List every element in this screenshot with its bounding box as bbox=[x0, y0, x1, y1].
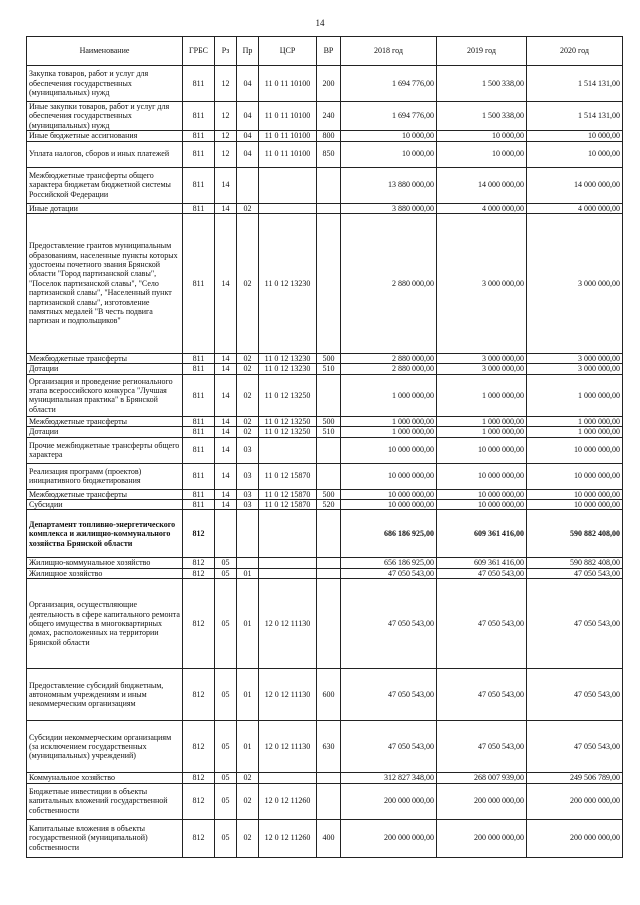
cell-grbs: 812 bbox=[183, 558, 215, 568]
table-row bbox=[27, 364, 623, 374]
cell-vr bbox=[317, 463, 341, 489]
cell-2018: 10 000 000,00 bbox=[341, 489, 437, 499]
cell-2020: 200 000 000,00 bbox=[527, 783, 623, 819]
cell-rz: 14 bbox=[215, 354, 237, 364]
table-row bbox=[27, 819, 623, 857]
cell-rz: 14 bbox=[215, 167, 237, 203]
cell-rz: 14 bbox=[215, 500, 237, 510]
cell-2019: 3 000 000,00 bbox=[437, 214, 527, 354]
cell-2020: 10 000 000,00 bbox=[527, 500, 623, 510]
table-row bbox=[27, 354, 623, 364]
table-row bbox=[27, 500, 623, 510]
cell-2019: 4 000 000,00 bbox=[437, 203, 527, 213]
cell-name: Организация, осуществляющие деятельность в сфере капитального ремонта общего имущества в многоквартирных домах, расположенных на территории Брянской области bbox=[27, 579, 183, 669]
cell-csr: 12 0 12 11130 bbox=[259, 579, 317, 669]
cell-csr: 11 0 12 15870 bbox=[259, 489, 317, 499]
cell-pr: 02 bbox=[237, 819, 259, 857]
cell-2018: 1 000 000,00 bbox=[341, 416, 437, 426]
cell-csr: 11 0 11 10100 bbox=[259, 102, 317, 131]
cell-rz: 05 bbox=[215, 819, 237, 857]
cell-2019: 14 000 000,00 bbox=[437, 167, 527, 203]
cell-pr bbox=[237, 558, 259, 568]
cell-grbs: 811 bbox=[183, 102, 215, 131]
table-row bbox=[27, 489, 623, 499]
cell-pr: 02 bbox=[237, 773, 259, 783]
header-pr: Пр bbox=[237, 37, 259, 66]
table-row bbox=[27, 568, 623, 578]
cell-csr: 11 0 12 15870 bbox=[259, 500, 317, 510]
cell-vr: 800 bbox=[317, 131, 341, 141]
page-number: 14 bbox=[315, 18, 325, 28]
cell-csr: 11 0 12 13230 bbox=[259, 364, 317, 374]
cell-rz: 14 bbox=[215, 427, 237, 437]
cell-grbs: 812 bbox=[183, 773, 215, 783]
table-row bbox=[27, 66, 623, 102]
cell-csr: 11 0 12 13250 bbox=[259, 374, 317, 416]
cell-csr: 12 0 12 11260 bbox=[259, 783, 317, 819]
cell-2019: 1 000 000,00 bbox=[437, 374, 527, 416]
table-row bbox=[27, 463, 623, 489]
cell-vr: 400 bbox=[317, 819, 341, 857]
cell-rz: 12 bbox=[215, 141, 237, 167]
cell-grbs: 811 bbox=[183, 131, 215, 141]
cell-csr: 12 0 12 11260 bbox=[259, 819, 317, 857]
cell-csr: 11 0 11 10100 bbox=[259, 141, 317, 167]
table-row bbox=[27, 669, 623, 721]
cell-vr bbox=[317, 783, 341, 819]
cell-rz: 12 bbox=[215, 102, 237, 131]
cell-2019: 47 050 543,00 bbox=[437, 579, 527, 669]
cell-csr: 11 0 12 13250 bbox=[259, 416, 317, 426]
cell-2019: 1 000 000,00 bbox=[437, 427, 527, 437]
cell-pr: 04 bbox=[237, 102, 259, 131]
table-row bbox=[27, 437, 623, 463]
table-row bbox=[27, 427, 623, 437]
cell-2019: 3 000 000,00 bbox=[437, 364, 527, 374]
cell-2020: 1 000 000,00 bbox=[527, 374, 623, 416]
cell-2018: 2 880 000,00 bbox=[341, 364, 437, 374]
cell-pr: 02 bbox=[237, 364, 259, 374]
cell-2020: 47 050 543,00 bbox=[527, 721, 623, 773]
cell-2019: 3 000 000,00 bbox=[437, 354, 527, 364]
cell-vr: 510 bbox=[317, 427, 341, 437]
cell-pr: 03 bbox=[237, 489, 259, 499]
cell-grbs: 811 bbox=[183, 167, 215, 203]
cell-rz: 05 bbox=[215, 773, 237, 783]
cell-csr: 11 0 12 13230 bbox=[259, 354, 317, 364]
cell-2020: 590 882 408,00 bbox=[527, 558, 623, 568]
cell-2018: 200 000 000,00 bbox=[341, 819, 437, 857]
cell-csr bbox=[259, 437, 317, 463]
cell-vr: 500 bbox=[317, 354, 341, 364]
header-2020: 2020 год bbox=[527, 37, 623, 66]
cell-2020: 14 000 000,00 bbox=[527, 167, 623, 203]
cell-rz: 14 bbox=[215, 437, 237, 463]
header-2018: 2018 год bbox=[341, 37, 437, 66]
cell-csr: 12 0 12 11130 bbox=[259, 669, 317, 721]
cell-grbs: 812 bbox=[183, 783, 215, 819]
cell-grbs: 812 bbox=[183, 568, 215, 578]
cell-rz: 05 bbox=[215, 669, 237, 721]
cell-rz: 14 bbox=[215, 364, 237, 374]
cell-name: Бюджетные инвестиции в объекты капитальных вложений государственной собственности bbox=[27, 783, 183, 819]
cell-2019: 47 050 543,00 bbox=[437, 721, 527, 773]
cell-name: Дотации bbox=[27, 427, 183, 437]
cell-vr bbox=[317, 437, 341, 463]
cell-vr: 500 bbox=[317, 416, 341, 426]
cell-2020: 200 000 000,00 bbox=[527, 819, 623, 857]
cell-2018: 1 694 776,00 bbox=[341, 66, 437, 102]
cell-2018: 1 000 000,00 bbox=[341, 427, 437, 437]
cell-rz: 05 bbox=[215, 721, 237, 773]
cell-2018: 312 827 348,00 bbox=[341, 773, 437, 783]
cell-2018: 2 880 000,00 bbox=[341, 354, 437, 364]
cell-name: Департамент топливно-энергетического комплекса и жилищно-коммунального хозяйства Брянской области bbox=[27, 510, 183, 558]
cell-2020: 3 000 000,00 bbox=[527, 354, 623, 364]
cell-2019: 1 000 000,00 bbox=[437, 416, 527, 426]
cell-pr: 02 bbox=[237, 374, 259, 416]
header-2019: 2019 год bbox=[437, 37, 527, 66]
cell-2018: 10 000 000,00 bbox=[341, 500, 437, 510]
cell-rz: 14 bbox=[215, 416, 237, 426]
cell-name: Уплата налогов, сборов и иных платежей bbox=[27, 141, 183, 167]
cell-2020: 10 000 000,00 bbox=[527, 437, 623, 463]
cell-csr: 11 0 11 10100 bbox=[259, 66, 317, 102]
cell-vr bbox=[317, 214, 341, 354]
cell-rz bbox=[215, 510, 237, 558]
table-row bbox=[27, 167, 623, 203]
budget-table bbox=[26, 36, 623, 858]
cell-pr: 04 bbox=[237, 141, 259, 167]
cell-vr bbox=[317, 510, 341, 558]
cell-2020: 249 506 789,00 bbox=[527, 773, 623, 783]
cell-name: Межбюджетные трансферты bbox=[27, 354, 183, 364]
cell-pr: 04 bbox=[237, 131, 259, 141]
cell-2018: 47 050 543,00 bbox=[341, 568, 437, 578]
cell-2019: 10 000 000,00 bbox=[437, 500, 527, 510]
cell-grbs: 811 bbox=[183, 141, 215, 167]
table-header-row bbox=[27, 37, 623, 66]
cell-csr bbox=[259, 510, 317, 558]
cell-grbs: 811 bbox=[183, 437, 215, 463]
cell-csr: 11 0 12 13230 bbox=[259, 214, 317, 354]
table-row bbox=[27, 783, 623, 819]
cell-pr: 01 bbox=[237, 669, 259, 721]
cell-2018: 656 186 925,00 bbox=[341, 558, 437, 568]
cell-2019: 609 361 416,00 bbox=[437, 510, 527, 558]
cell-2019: 47 050 543,00 bbox=[437, 568, 527, 578]
cell-2018: 10 000 000,00 bbox=[341, 463, 437, 489]
header-csr: ЦСР bbox=[259, 37, 317, 66]
header-vr: ВР bbox=[317, 37, 341, 66]
cell-grbs: 811 bbox=[183, 364, 215, 374]
cell-rz: 12 bbox=[215, 66, 237, 102]
cell-name: Межбюджетные трансферты bbox=[27, 416, 183, 426]
cell-pr: 03 bbox=[237, 463, 259, 489]
cell-2018: 1 694 776,00 bbox=[341, 102, 437, 131]
cell-rz: 14 bbox=[215, 463, 237, 489]
cell-pr: 03 bbox=[237, 500, 259, 510]
cell-2018: 200 000 000,00 bbox=[341, 783, 437, 819]
cell-rz: 12 bbox=[215, 131, 237, 141]
cell-grbs: 811 bbox=[183, 203, 215, 213]
cell-grbs: 811 bbox=[183, 500, 215, 510]
cell-vr bbox=[317, 374, 341, 416]
cell-2020: 47 050 543,00 bbox=[527, 579, 623, 669]
cell-grbs: 811 bbox=[183, 374, 215, 416]
cell-2018: 2 880 000,00 bbox=[341, 214, 437, 354]
cell-grbs: 811 bbox=[183, 463, 215, 489]
cell-pr: 01 bbox=[237, 579, 259, 669]
cell-pr: 02 bbox=[237, 203, 259, 213]
cell-name: Реализация программ (проектов) инициативного бюджетирования bbox=[27, 463, 183, 489]
cell-grbs: 812 bbox=[183, 579, 215, 669]
cell-2019: 1 500 338,00 bbox=[437, 102, 527, 131]
cell-2020: 1 514 131,00 bbox=[527, 102, 623, 131]
cell-csr bbox=[259, 167, 317, 203]
cell-grbs: 811 bbox=[183, 354, 215, 364]
cell-csr bbox=[259, 203, 317, 213]
cell-rz: 14 bbox=[215, 489, 237, 499]
cell-vr bbox=[317, 579, 341, 669]
cell-vr: 240 bbox=[317, 102, 341, 131]
cell-2020: 3 000 000,00 bbox=[527, 364, 623, 374]
table-row bbox=[27, 214, 623, 354]
table-row bbox=[27, 721, 623, 773]
cell-vr: 630 bbox=[317, 721, 341, 773]
cell-vr: 510 bbox=[317, 364, 341, 374]
cell-name: Иные дотации bbox=[27, 203, 183, 213]
cell-vr: 200 bbox=[317, 66, 341, 102]
cell-rz: 05 bbox=[215, 783, 237, 819]
cell-name: Межбюджетные трансферты общего характера бюджетам бюджетной системы Российской Федерации bbox=[27, 167, 183, 203]
cell-rz: 14 bbox=[215, 203, 237, 213]
cell-vr: 500 bbox=[317, 489, 341, 499]
cell-csr: 11 0 11 10100 bbox=[259, 131, 317, 141]
cell-2019: 200 000 000,00 bbox=[437, 819, 527, 857]
cell-2019: 10 000 000,00 bbox=[437, 489, 527, 499]
cell-name: Иные закупки товаров, работ и услуг для обеспечения государственных (муниципальных) нужд bbox=[27, 102, 183, 131]
cell-2018: 10 000,00 bbox=[341, 131, 437, 141]
cell-rz: 05 bbox=[215, 579, 237, 669]
cell-name: Коммунальное хозяйство bbox=[27, 773, 183, 783]
cell-2020: 3 000 000,00 bbox=[527, 214, 623, 354]
cell-name: Закупка товаров, работ и услуг для обеспечения государственных (муниципальных) нужд bbox=[27, 66, 183, 102]
cell-2020: 10 000,00 bbox=[527, 131, 623, 141]
cell-vr bbox=[317, 558, 341, 568]
cell-2019: 1 500 338,00 bbox=[437, 66, 527, 102]
cell-vr bbox=[317, 203, 341, 213]
cell-2020: 1 000 000,00 bbox=[527, 427, 623, 437]
cell-vr: 520 bbox=[317, 500, 341, 510]
cell-rz: 14 bbox=[215, 374, 237, 416]
cell-2020: 10 000,00 bbox=[527, 141, 623, 167]
cell-grbs: 811 bbox=[183, 489, 215, 499]
cell-2020: 1 000 000,00 bbox=[527, 416, 623, 426]
cell-2020: 4 000 000,00 bbox=[527, 203, 623, 213]
cell-2019: 200 000 000,00 bbox=[437, 783, 527, 819]
cell-name: Иные бюджетные ассигнования bbox=[27, 131, 183, 141]
cell-vr: 850 bbox=[317, 141, 341, 167]
table-row bbox=[27, 102, 623, 131]
cell-pr: 02 bbox=[237, 783, 259, 819]
cell-2018: 3 880 000,00 bbox=[341, 203, 437, 213]
cell-2019: 268 007 939,00 bbox=[437, 773, 527, 783]
cell-vr bbox=[317, 773, 341, 783]
cell-2020: 10 000 000,00 bbox=[527, 463, 623, 489]
cell-2020: 590 882 408,00 bbox=[527, 510, 623, 558]
cell-grbs: 812 bbox=[183, 819, 215, 857]
header-name: Наименование bbox=[27, 37, 183, 66]
cell-2020: 10 000 000,00 bbox=[527, 489, 623, 499]
cell-pr: 02 bbox=[237, 416, 259, 426]
cell-name: Капитальные вложения в объекты государственной (муниципальной) собственности bbox=[27, 819, 183, 857]
cell-name: Жилищно-коммунальное хозяйство bbox=[27, 558, 183, 568]
table-row bbox=[27, 131, 623, 141]
cell-name: Прочие межбюджетные трансферты общего характера bbox=[27, 437, 183, 463]
cell-2020: 47 050 543,00 bbox=[527, 568, 623, 578]
cell-2018: 47 050 543,00 bbox=[341, 669, 437, 721]
table-row bbox=[27, 579, 623, 669]
cell-vr bbox=[317, 568, 341, 578]
cell-name: Предоставление грантов муниципальным образованиям, населенные пункты которых удостоены почетного звания Брянской области "Город партизанской славы", "Поселок партизанской славы", "Село партизанской славы", "Населенный пункт партизанской славы", изготовление памятных медалей "В честь подвига партизан и подпольщиков" bbox=[27, 214, 183, 354]
cell-csr: 11 0 12 15870 bbox=[259, 463, 317, 489]
header-grbs: ГРБС bbox=[183, 37, 215, 66]
table-row bbox=[27, 374, 623, 416]
cell-csr bbox=[259, 773, 317, 783]
cell-name: Межбюджетные трансферты bbox=[27, 489, 183, 499]
cell-name: Субсидии bbox=[27, 500, 183, 510]
table-row bbox=[27, 203, 623, 213]
cell-2018: 13 880 000,00 bbox=[341, 167, 437, 203]
cell-pr: 02 bbox=[237, 427, 259, 437]
cell-pr: 02 bbox=[237, 214, 259, 354]
cell-name: Субсидии некоммерческим организациям (за исключением государственных (муниципальных) учреждений) bbox=[27, 721, 183, 773]
cell-grbs: 812 bbox=[183, 669, 215, 721]
cell-vr: 600 bbox=[317, 669, 341, 721]
cell-pr: 01 bbox=[237, 568, 259, 578]
cell-2018: 10 000,00 bbox=[341, 141, 437, 167]
cell-2019: 47 050 543,00 bbox=[437, 669, 527, 721]
cell-2019: 10 000 000,00 bbox=[437, 437, 527, 463]
cell-rz: 05 bbox=[215, 558, 237, 568]
cell-csr: 11 0 12 13250 bbox=[259, 427, 317, 437]
cell-name: Организация и проведение регионального этапа всероссийского конкурса "Лучшая муниципальная практика" в Брянской области bbox=[27, 374, 183, 416]
cell-2019: 10 000,00 bbox=[437, 141, 527, 167]
cell-2018: 10 000 000,00 bbox=[341, 437, 437, 463]
cell-grbs: 811 bbox=[183, 427, 215, 437]
cell-2020: 1 514 131,00 bbox=[527, 66, 623, 102]
cell-csr bbox=[259, 558, 317, 568]
cell-pr: 02 bbox=[237, 354, 259, 364]
cell-2018: 47 050 543,00 bbox=[341, 721, 437, 773]
cell-2020: 47 050 543,00 bbox=[527, 669, 623, 721]
table-row bbox=[27, 141, 623, 167]
cell-grbs: 812 bbox=[183, 721, 215, 773]
cell-grbs: 811 bbox=[183, 416, 215, 426]
cell-2018: 47 050 543,00 bbox=[341, 579, 437, 669]
cell-grbs: 811 bbox=[183, 66, 215, 102]
cell-vr bbox=[317, 167, 341, 203]
cell-pr: 04 bbox=[237, 66, 259, 102]
cell-name: Дотации bbox=[27, 364, 183, 374]
cell-2018: 686 186 925,00 bbox=[341, 510, 437, 558]
cell-pr: 01 bbox=[237, 721, 259, 773]
cell-name: Предоставление субсидий бюджетным, автономным учреждениям и иным некоммерческим организациям bbox=[27, 669, 183, 721]
cell-csr bbox=[259, 568, 317, 578]
cell-grbs: 812 bbox=[183, 510, 215, 558]
table-row bbox=[27, 558, 623, 568]
cell-rz: 14 bbox=[215, 214, 237, 354]
cell-rz: 05 bbox=[215, 568, 237, 578]
cell-csr: 12 0 12 11130 bbox=[259, 721, 317, 773]
cell-pr bbox=[237, 167, 259, 203]
table-body bbox=[27, 66, 623, 858]
table-row bbox=[27, 416, 623, 426]
cell-name: Жилищное хозяйство bbox=[27, 568, 183, 578]
cell-2019: 10 000,00 bbox=[437, 131, 527, 141]
table-row bbox=[27, 773, 623, 783]
cell-2018: 1 000 000,00 bbox=[341, 374, 437, 416]
cell-2019: 10 000 000,00 bbox=[437, 463, 527, 489]
cell-grbs: 811 bbox=[183, 214, 215, 354]
header-rz: Рз bbox=[215, 37, 237, 66]
cell-2019: 609 361 416,00 bbox=[437, 558, 527, 568]
cell-pr bbox=[237, 510, 259, 558]
table-row bbox=[27, 510, 623, 558]
cell-pr: 03 bbox=[237, 437, 259, 463]
